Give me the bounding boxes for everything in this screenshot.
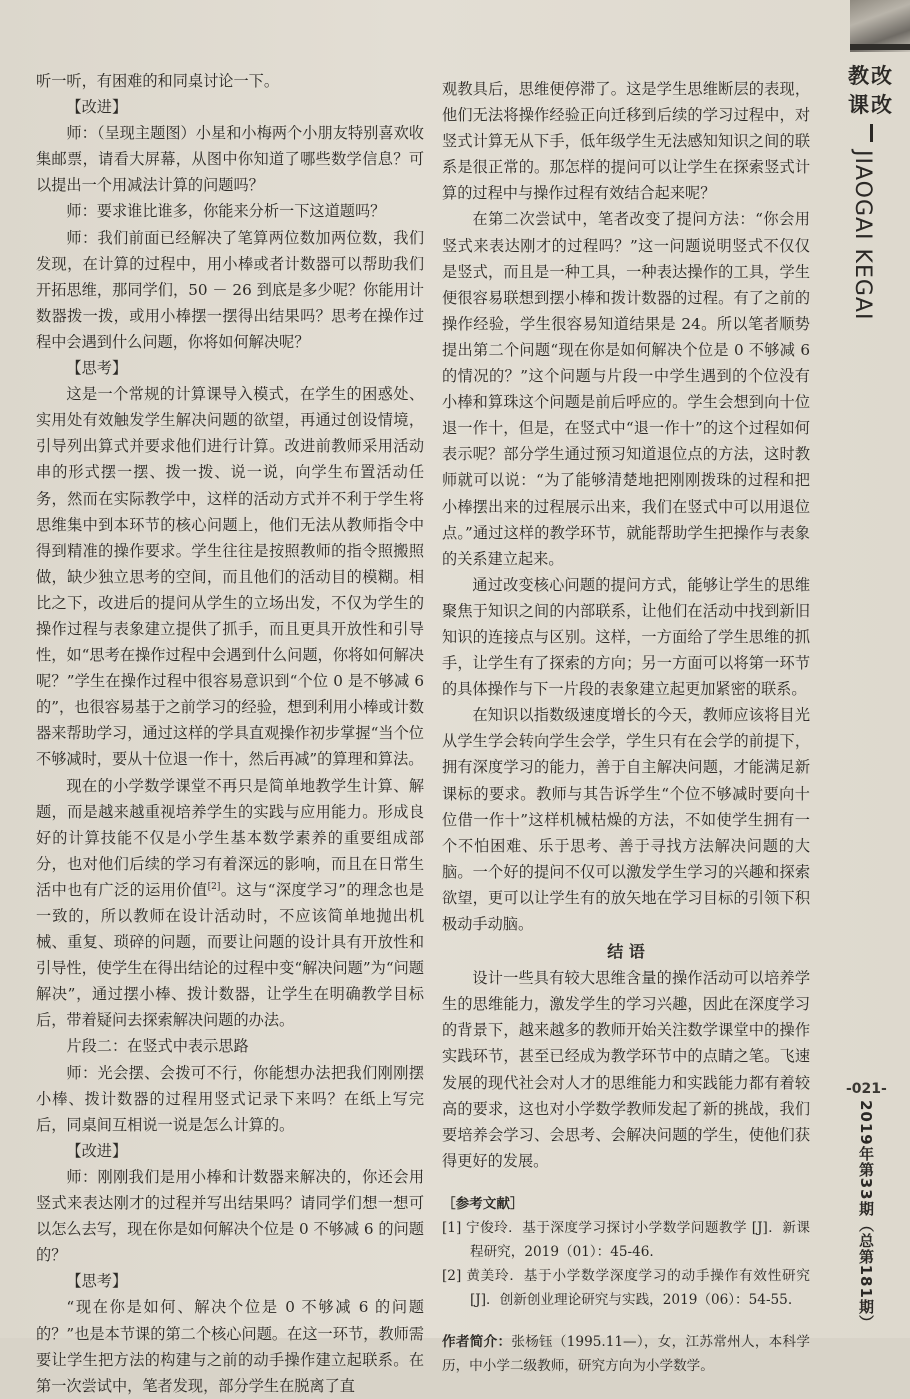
paragraph bbox=[442, 206, 810, 571]
paragraph bbox=[36, 773, 424, 1034]
paragraph-text: 【改进】 bbox=[66, 98, 128, 117]
paragraph-tag bbox=[36, 355, 424, 381]
paragraph bbox=[36, 198, 424, 224]
section-divider bbox=[870, 124, 873, 142]
paragraph bbox=[36, 120, 424, 198]
paragraph-text: 设计一些具有较大思维含量的操作活动可以培养学生的思维能力，激发学生的学习兴趣，因此在深度学习的背景下，越来越多的教师开始关注数学课堂中的操作实践环节，甚至已经成为教学环节中的点睛之笔。飞速发展的现代社会对人才的思维能力和实践能力都有着较高的要求，这也对小学数学教师发起了新的挑战，我们要培养会学习、会思考、会解决问题的学生，使他们获得更好的发展。 bbox=[442, 969, 810, 1170]
left-column bbox=[36, 68, 424, 1399]
paragraph-text: 在第二次尝试中，笔者改变了提问方法：“你会用竖式来表达刚才的过程吗？”这一问题说明竖式不仅仅是竖式，而且是一种工具，一种表达操作的工具，学生便很容易联想到摆小棒和拨计数器的过程。有了之前的操作经验，学生很容易知道结果是 24。所以笔者顺势提出第二个问题“现在你是如何解决个位是 0 不够减 6 的情况的？”这个问题与片段一中学生遇到的个位没有小棒和算珠这个问题是前后呼应的。学生会想到向十位退一作十，但是，在竖式中“退一作十”的这个过程如何表示呢？部分学生通过预习知道退位点的方法，这时教师就可以说：“为了能够清楚地把刚刚拨珠的过程和把小棒摆出来的过程展示出来，我们在竖式中可以用退位点。”通过这样的教学环节，就能帮助学生把操作与表象的关系建立起来。 bbox=[442, 210, 810, 568]
paragraph bbox=[36, 1033, 424, 1059]
paragraph-text: “现在你是如何、解决个位是 0 不够减 6 的问题的？”也是本节课的第二个核心问题。在这一环节，教师需要让学生把方法的构建与之前的动手操作建立起联系。在第一次尝试中，笔者发现，部分学生在脱离了直 bbox=[36, 1298, 424, 1395]
paragraph-text: 【思考】 bbox=[66, 1272, 128, 1291]
paragraph bbox=[442, 572, 810, 702]
section-heading bbox=[442, 939, 810, 965]
paragraph-text: 师：我们前面已经解决了笔算两位数加两位数，我们发现，在计算的过程中，用小棒或者计数器可以帮助我们开拓思维，那同学们，50 － 26 到底是多少呢？你能用计数器拨一拨，或用小棒摆一摆得出结果吗？思考在操作过程中会遇到什么问题，你将如何解决呢？ bbox=[36, 228, 424, 351]
paragraph bbox=[442, 965, 810, 1174]
references-title: ［参考文献］ bbox=[442, 1195, 524, 1212]
paragraph bbox=[36, 1164, 424, 1268]
paragraph-tag bbox=[36, 1138, 424, 1164]
paragraph bbox=[442, 702, 810, 937]
section-title-cn: 教改课改 bbox=[848, 64, 894, 117]
author-bio bbox=[442, 1330, 810, 1378]
paragraph bbox=[36, 1294, 424, 1398]
paragraph bbox=[442, 76, 810, 206]
paragraph-tag bbox=[36, 94, 424, 120]
paragraph-text: 师：刚刚我们是用小棒和计数器来解决的，你还会用竖式来表达刚才的过程并写出结果吗？请同学们想一想可以怎么去写，现在你是如何解决个位是 0 不够减 6 的问题的？ bbox=[36, 1167, 424, 1265]
paragraph-tag bbox=[36, 1268, 424, 1294]
paragraph-text: 这是一个常规的计算课导入模式，在学生的困惑处、实用处有效触发学生解决问题的欲望，再通过创设情境，引导列出算式并要求他们进行计算。改进前教师采用活动串的形式摆一摆、拨一拨、说一说，向学生布置活动任务，然而在实际教学中，这样的活动方式并不利于学生将思维集中到本环节的核心问题上，他们无法从教师指令中得到精准的操作要求。学生往往是按照教师的指令照搬照做，缺少独立思考的空间，而且他们的活动目的模糊。相比之下，改进后的提问从学生的立场出发，不仅为学生的操作过程与表象建立提供了抓手，而且更具开放性和引导性，如“思考在操作过程中会遇到什么问题，你将如何解决呢？”学生在操作过程中很容易意识到“个位 0 是不够减 6 的”，也很容易基于之前学习的经验，想到利用小棒或计数器来帮助学习，通过这样的学具直观操作初步掌握“当个位不够减时，要从十位退一作十，然后再减”的算理和算法。 bbox=[36, 385, 424, 769]
reference-item: [2] 黄美玲．基于小学数学深度学习的动手操作有效性研究 [J]．创新创业理论研究与实践，2019（06）：54-55. bbox=[442, 1267, 810, 1308]
paragraph bbox=[36, 225, 424, 355]
paragraph bbox=[36, 1060, 424, 1138]
page-number: -021- bbox=[846, 1081, 887, 1097]
paragraph-text: 听一听，有困难的和同桌讨论一下。 bbox=[36, 72, 279, 90]
paragraph-text: 通过改变核心问题的提问方式，能够让学生的思维聚焦于知识之间的内部联系，让他们在活动中找到新旧知识的连接点与区别。这样，一方面给了学生思维的抓手，让学生有了探索的方向；另一方面可以将第一环节的具体操作与下一片段的表象建立起更加紧密的联系。 bbox=[442, 575, 810, 699]
paragraph-text: 观教具后，思维便停滞了。这是学生思维断层的表现，他们无法将操作经验正向迁移到后续的学习过程中，对竖式计算无从下手，低年级学生无法感知知识之间的联系是很正常的。那怎样的提问可以让学生在探索竖式计算的过程中与操作过程有效结合起来呢？ bbox=[442, 80, 810, 203]
issue-info: 2019年第33期（总第181期） bbox=[857, 1100, 875, 1331]
author-bio-label: 作者简介： bbox=[442, 1333, 512, 1350]
paragraph-text: 在知识以指数级速度增长的今天，教师应该将目光从学生学会转向学生会学，学生只有在会学的前提下，拥有深度学习的能力，善于自主解决问题，才能满足新课标的要求。教师与其告诉学生“个位不够减时要向十位借一作十”这样机械枯燥的方法，不如使学生拥有一个不怕困难、乐于思考、善于寻找方法解决问题的大脑。一个好的提问不仅可以激发学生学习的兴趣和探索欲望，更可以让学生有的放矢地在学习目标的引领下积极动手动脑。 bbox=[442, 706, 810, 933]
right-column bbox=[442, 76, 810, 1378]
paragraph-text: 结 语 bbox=[607, 942, 645, 962]
paragraph-text: 片段二：在竖式中表示思路 bbox=[66, 1037, 249, 1056]
paragraph bbox=[36, 68, 424, 94]
paragraph-text: 师：光会摆、会拨可不行，你能想办法把我们刚刚摆小棒、拨计数器的过程用竖式记录下来吗？在纸上写完后，同桌间互相说一说是怎么计算的。 bbox=[36, 1063, 424, 1134]
reference-item: [1] 宁俊玲．基于深度学习探讨小学数学问题教学 [J]．新课程研究，2019（01）：45-46. bbox=[442, 1219, 810, 1260]
paragraph-text: 【改进】 bbox=[66, 1141, 128, 1160]
paragraph-text: 【思考】 bbox=[66, 359, 128, 378]
paragraph-text: 师：要求谁比谁多，你能来分析一下这道题吗？ bbox=[66, 202, 386, 221]
corner-photo-image bbox=[850, 0, 910, 52]
section-title-en: JIAOGAI KEGAI bbox=[850, 150, 875, 321]
paragraph bbox=[36, 381, 424, 772]
paragraph-text: 师：（呈现主题图）小星和小梅两个小朋友特别喜欢收集邮票，请看大屏幕，从图中你知道了哪些数学信息？可以提出一个用减法计算的问题吗？ bbox=[36, 124, 424, 195]
citation-marker: [2] bbox=[207, 881, 221, 892]
author-bio-text: 张杨钰（1995.11—），女，江苏常州人，本科学历，中小学二级教师，研究方向为小学数学。 bbox=[442, 1333, 811, 1374]
references bbox=[442, 1192, 810, 1312]
paragraph-text: 。这与“深度学习”的理念也是一致的，所以教师在设计活动时，不应该简单地抛出机械、重复、琐碎的问题，而要让问题的设计具有开放性和引导性，使学生在得出结论的过程中变“解决问题”为“问题解决”，通过摆小棒、拨计数器，让学生在明确教学目标后，带着疑问去探索解决问题的办法。 bbox=[36, 880, 425, 1030]
paragraph-text: 现在的小学数学课堂不再只是简单地教学生计算、解题，而是越来越重视培养学生的实践与应用能力。形成良好的计算技能不仅是小学生基本数学素养的重要组成部分，也对他们后续的学习有着深远的影响，而且在日常生活中也有广泛的运用价值 bbox=[36, 776, 424, 899]
